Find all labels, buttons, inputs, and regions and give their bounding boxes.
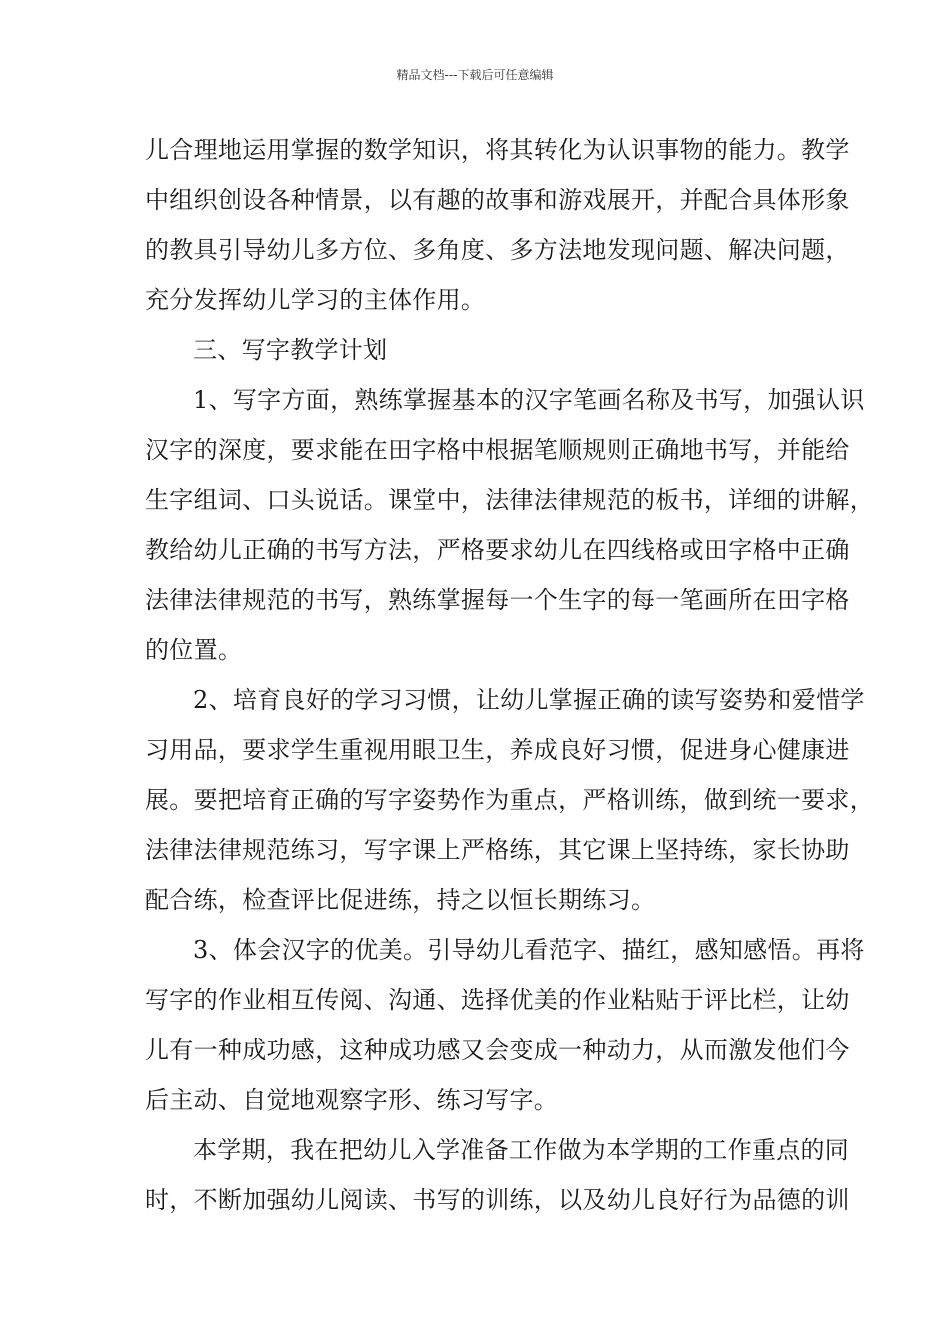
text-line: 汉字的深度，要求能在田字格中根据笔顺规则正确地书写，并能给 <box>145 436 850 464</box>
text-line: 时，不断加强幼儿阅读、书写的训练，以及幼儿良好行为品德的训 <box>145 1186 850 1214</box>
text-line: 教给幼儿正确的书写方法，严格要求幼儿在四线格或田字格中正确 <box>145 536 850 564</box>
text-line: 的位置。 <box>145 636 243 664</box>
text-line: 生字组词、口头说话。课堂中，法律法律规范的板书，详细的讲解， <box>145 486 874 514</box>
text-line: 法律法律规范的书写，熟练掌握每一个生字的每一笔画所在田字格 <box>145 586 850 614</box>
text-line: 的教具引导幼儿多方位、多角度、多方法地发现问题、解决问题， <box>145 236 850 264</box>
page-header: 精品文档---下载后可任意编辑 <box>396 68 554 82</box>
text-line: 充分发挥幼儿学习的主体作用。 <box>145 286 486 314</box>
text-line: 2、培育良好的学习习惯，让幼儿掌握正确的读写姿势和爱惜学 <box>193 686 865 714</box>
text-line: 儿合理地运用掌握的数学知识，将其转化为认识事物的能力。教学 <box>145 136 850 164</box>
text-line: 习用品，要求学生重视用眼卫生，养成良好习惯，促进身心健康进 <box>145 736 850 764</box>
text-line: 展。要把培育正确的写字姿势作为重点，严格训练，做到统一要求， <box>145 786 874 814</box>
text-line: 中组织创设各种情景，以有趣的故事和游戏展开，并配合具体形象 <box>145 186 850 214</box>
text-line: 法律法律规范练习，写字课上严格练，其它课上坚持练，家长协助 <box>145 836 850 864</box>
section-heading: 三、写字教学计划 <box>193 336 388 364</box>
text-line: 儿有一种成功感，这种成功感又会变成一种动力，从而激发他们今 <box>145 1036 850 1064</box>
text-line: 写字的作业相互传阅、沟通、选择优美的作业粘贴于评比栏，让幼 <box>145 986 850 1014</box>
text-line: 1、写字方面，熟练掌握基本的汉字笔画名称及书写，加强认识 <box>193 386 865 414</box>
text-line: 本学期，我在把幼儿入学准备工作做为本学期的工作重点的同 <box>193 1136 850 1164</box>
text-line: 配合练，检查评比促进练，持之以恒长期练习。 <box>145 886 656 914</box>
text-line: 后主动、自觉地观察字形、练习写字。 <box>145 1086 559 1114</box>
text-line: 3、体会汉字的优美。引导幼儿看范字、描红，感知感悟。再将 <box>193 936 865 964</box>
